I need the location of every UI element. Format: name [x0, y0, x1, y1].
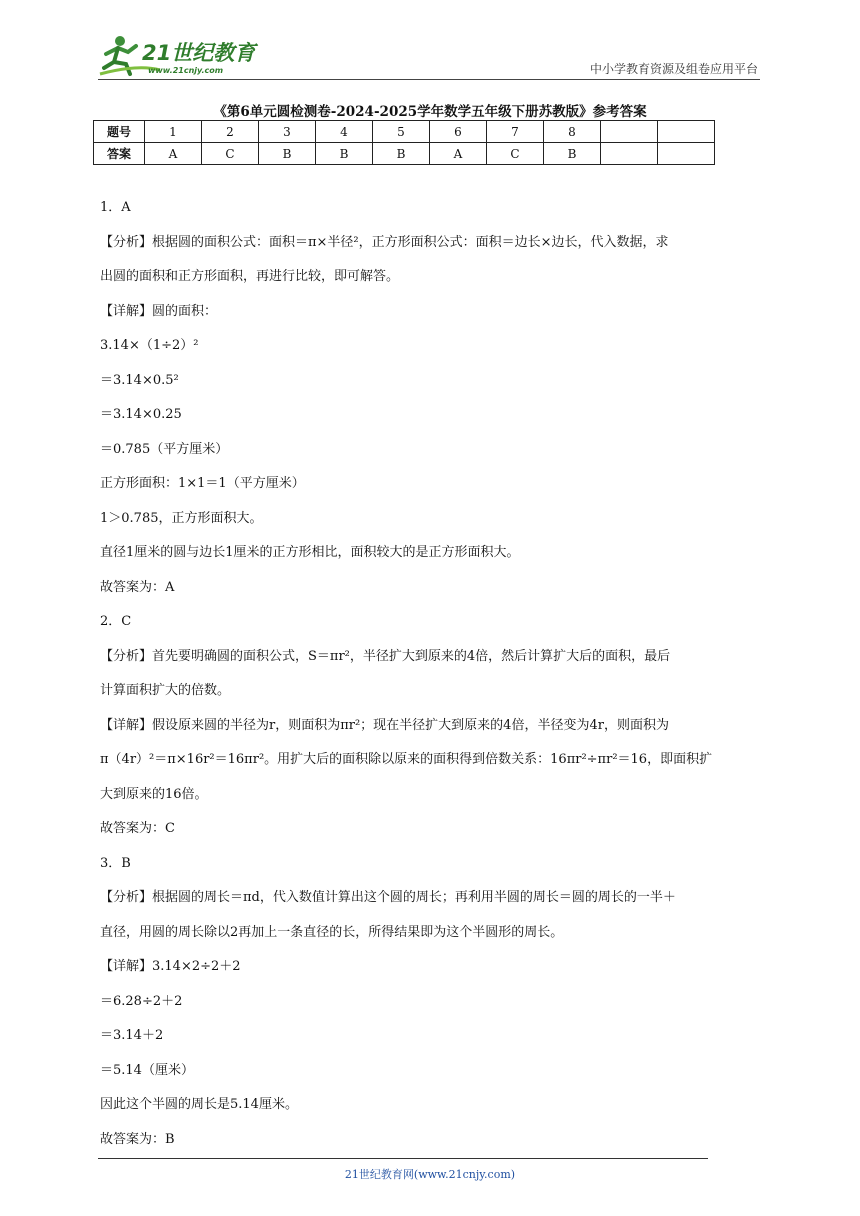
answer-cell: B [373, 143, 430, 165]
text-line: ＝3.14×0.5² [100, 372, 179, 388]
text-line: 因此这个半圆的周长是5.14厘米。 [100, 1097, 298, 1112]
logo-wordmark: 21世纪教育 [142, 41, 256, 65]
text-line: 故答案为：C [100, 821, 175, 836]
row-label-answer: 答案 [94, 143, 145, 165]
text-line: π（4r）²＝π×16r²＝16πr²。用扩大后的面积除以原来的面积得到倍数关系：16πr²÷πr²＝16，即面积扩 [100, 752, 713, 767]
text-line: 直径，用圆的周长除以2再加上一条直径的长，所得结果即为这个半圆形的周长。 [100, 924, 564, 940]
text-line: 1＞0.785，正方形面积大。 [100, 510, 263, 526]
text-line: 3．B [100, 855, 131, 871]
text-line: 正方形面积：1×1＝1（平方厘米） [100, 476, 305, 491]
solution-content [100, 196, 766, 1162]
question-number: 8 [544, 121, 601, 143]
question-number [658, 121, 715, 143]
answer-cell: B [544, 143, 601, 165]
footer-divider [98, 1158, 708, 1159]
row-label-number: 题号 [94, 121, 145, 143]
answer-cell: A [430, 143, 487, 165]
platform-name: 中小学教育资源及组卷应用平台 [589, 62, 758, 76]
question-number: 1 [145, 121, 202, 143]
text-line: ＝5.14（厘米） [100, 1062, 194, 1078]
text-line: 2．C [100, 614, 132, 629]
answer-cell [658, 143, 715, 165]
question-number: 6 [430, 121, 487, 143]
text-line: 出圆的面积和正方形面积，再进行比较，即可解答。 [100, 269, 400, 284]
question-number: 5 [373, 121, 430, 143]
text-line: 【分析】根据圆的面积公式：面积＝π×半径²，正方形面积公式：面积＝边长×边长，代入数据，求 [100, 234, 669, 250]
logo-url: www.21cnjy.com [148, 66, 224, 75]
page-header [98, 34, 758, 78]
site-logo [98, 34, 268, 78]
text-line: 故答案为：B [100, 1131, 175, 1147]
answer-cell: A [145, 143, 202, 165]
question-number [601, 121, 658, 143]
text-line: 大到原来的16倍。 [100, 786, 208, 802]
answer-cell: B [259, 143, 316, 165]
answer-cell: C [202, 143, 259, 165]
text-line: ＝6.28÷2＋2 [100, 993, 183, 1009]
text-line: ＝3.14×0.25 [100, 407, 182, 422]
question-number: 3 [259, 121, 316, 143]
text-line: ＝3.14＋2 [100, 1028, 164, 1043]
text-line: 直径1厘米的圆与边长1厘米的正方形相比，面积较大的是正方形面积大。 [100, 545, 520, 560]
document-title: 《第6单元圆检测卷-2024-2025学年数学五年级下册苏教版》参考答案 [213, 104, 647, 120]
answer-cell: C [487, 143, 544, 165]
text-line: 3.14×（1÷2）² [100, 338, 199, 353]
question-number: 4 [316, 121, 373, 143]
answer-cell [601, 143, 658, 165]
text-line: 【详解】假设原来圆的半径为r，则面积为πr²；现在半径扩大到原来的4倍，半径变为4r，则面积为 [100, 717, 669, 733]
answer-cell: B [316, 143, 373, 165]
question-number: 7 [487, 121, 544, 143]
question-number-row [94, 121, 715, 143]
text-line: ＝0.785（平方厘米） [100, 441, 229, 457]
question-number: 2 [202, 121, 259, 143]
text-line: 【分析】根据圆的周长＝πd，代入数值计算出这个圆的周长；再利用半圆的周长＝圆的周长的一半＋ [100, 890, 676, 905]
text-line: 计算面积扩大的倍数。 [100, 683, 231, 698]
text-line: 故答案为：A [100, 579, 175, 595]
text-line: 【详解】3.14×2÷2＋2 [100, 959, 241, 974]
footer-link[interactable]: 21世纪教育网(www.21cnjy.com) [344, 1168, 516, 1181]
header-divider [98, 79, 760, 80]
text-line: 【分析】首先要明确圆的面积公式，S＝πr²，半径扩大到原来的4倍，然后计算扩大后的面积，最后 [100, 648, 671, 664]
text-line: 【详解】圆的面积： [100, 303, 218, 319]
answer-row [94, 143, 715, 165]
answer-table [93, 120, 715, 165]
text-line: 1．A [100, 200, 131, 215]
